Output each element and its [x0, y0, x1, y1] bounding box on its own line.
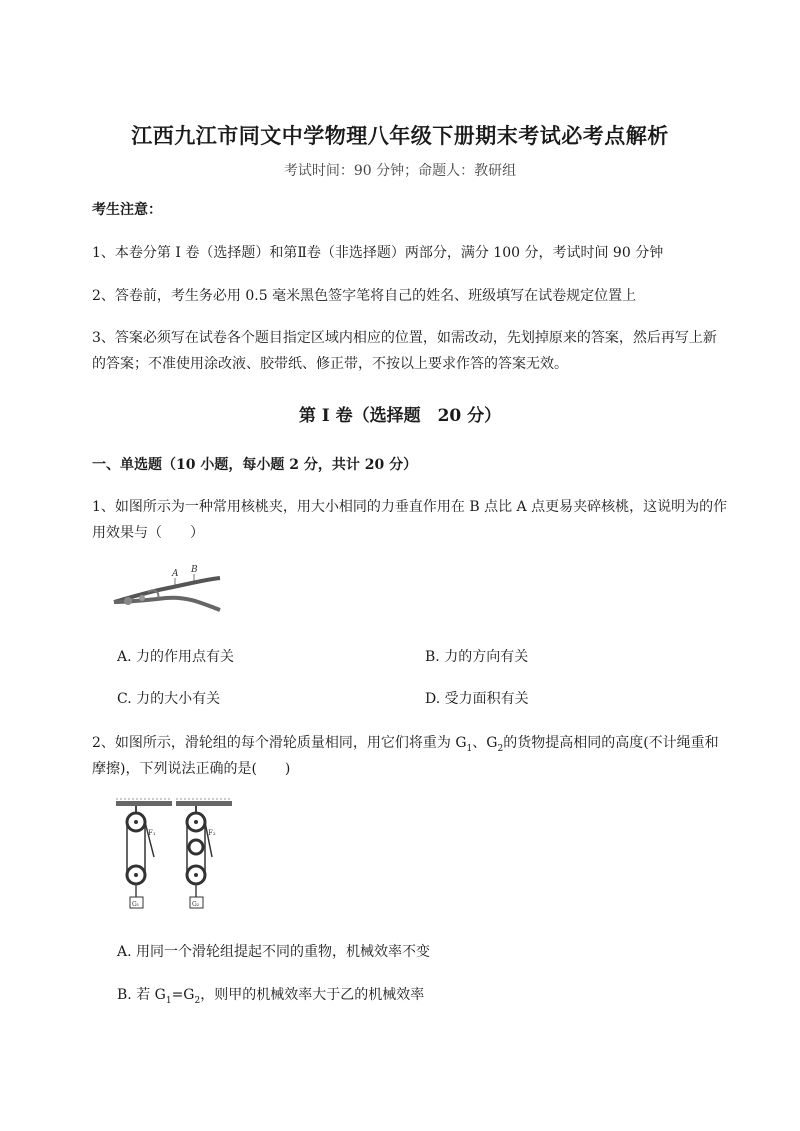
section-title: 第 I 卷（选择题 20 分）: [298, 406, 502, 426]
figure-label-f2: F₂: [208, 829, 216, 837]
figure-label-g2: G₂: [192, 901, 200, 908]
question-1-option-a[interactable]: A. 力的作用点有关: [117, 649, 235, 665]
document-title: 江西九江市同文中学物理八年级下册期末考试必考点解析: [131, 123, 669, 148]
notice-item-1: 1、本卷分第 I 卷（选择题）和第Ⅱ卷（非选择题）两部分，满分 100 分，考试时间 90 分钟: [92, 245, 664, 261]
question-1-line1: 1、如图所示为一种常用核桃夹，用大小相同的力垂直作用在 B 点比 A 点更易夹碎核桃，这说明为的作: [92, 499, 728, 515]
question-1-option-d[interactable]: D. 受力面积有关: [425, 691, 529, 707]
figure-label-g1: G₁: [132, 901, 140, 908]
figure-label-a: A: [172, 569, 179, 579]
question-2-line2: 摩擦)，下列说法正确的是( ): [92, 761, 291, 777]
figure-label-f1: F₁: [148, 829, 156, 837]
notice-heading: 考生注意：: [92, 202, 162, 218]
part-heading: 一、单选题（10 小题，每小题 2 分，共计 20 分）: [92, 457, 418, 473]
question-2-option-a[interactable]: A. 用同一个滑轮组提起不同的重物，机械效率不变: [117, 944, 431, 960]
notice-item-3-line2: 的答案；不准使用涂改液、胶带纸、修正带，不按以上要求作答的答案无效。: [92, 356, 568, 372]
document-subtitle: 考试时间：90 分钟；命题人：教研组: [283, 163, 517, 179]
figure-label-b: B: [191, 565, 198, 575]
pulley-figure: [112, 795, 237, 915]
notice-item-3-line1: 3、答案必须写在试卷各个题目指定区域内相应的位置，如需改动，先划掉原来的答案，然后再写上新: [92, 330, 717, 346]
question-1-option-b[interactable]: B. 力的方向有关: [425, 649, 529, 665]
question-1-line2: 用效果与（ ）: [92, 525, 204, 541]
nutcracker-figure: [108, 558, 228, 618]
notice-item-2: 2、答卷前，考生务必用 0.5 毫米黑色签字笔将自己的姓名、班级填写在试卷规定位置上: [92, 288, 637, 304]
question-2-line1: 2、如图所示，滑轮组的每个滑轮质量相同，用它们将重为 $G_1$、$G_2$的货物提高相同的高度(不计绳重和: [92, 735, 719, 754]
question-1-option-c[interactable]: C. 力的大小有关: [117, 691, 221, 707]
question-2-option-b[interactable]: B. 若 $G_1=G_2$，则甲的机械效率大于乙的机械效率: [117, 987, 425, 1006]
